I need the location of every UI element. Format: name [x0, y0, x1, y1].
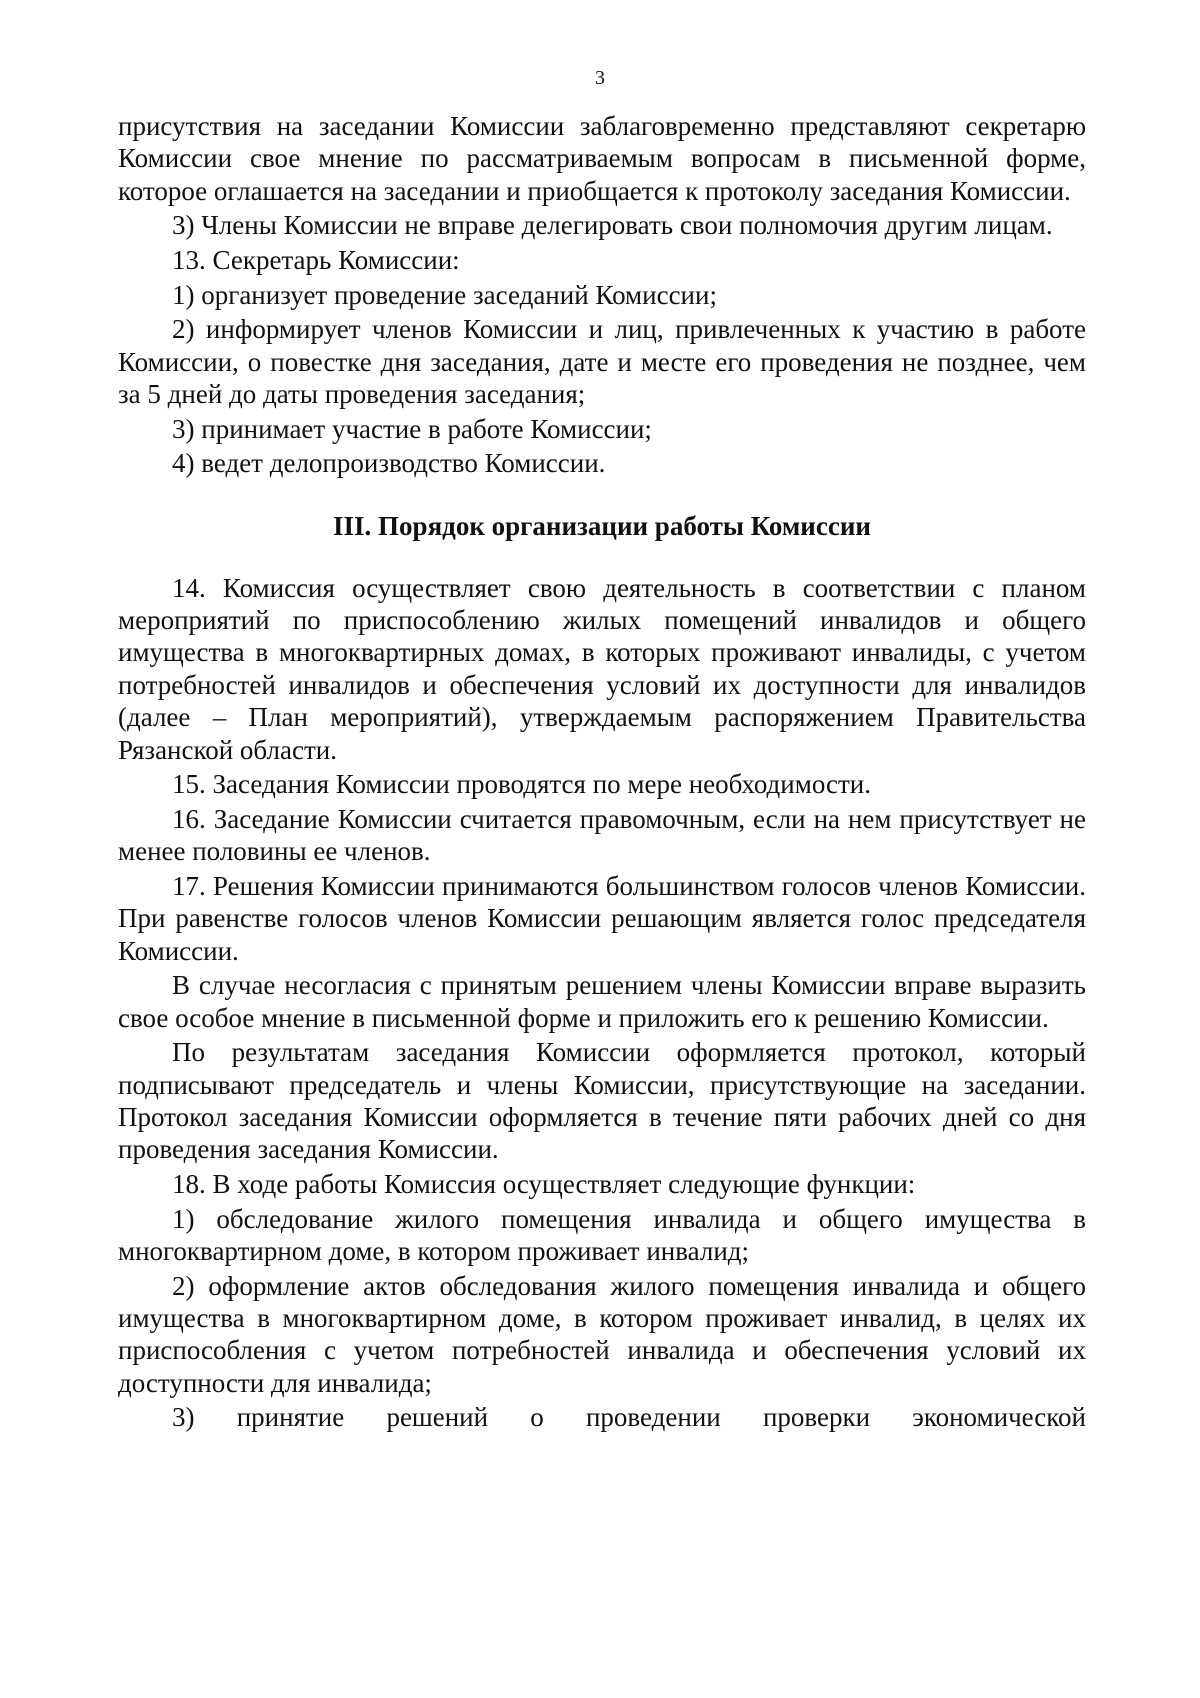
paragraph-17: 17. Решения Комиссии принимаются большинством голосов членов Комиссии. При равенстве голосов членов Комиссии решающим является голос председателя Комиссии. [118, 870, 1086, 966]
paragraph-secretary-item-4: 4) ведет делопроизводство Комиссии. [172, 448, 606, 479]
word: проведении [585, 1402, 721, 1433]
paragraph-secretary-item-2: 2) информирует членов Комиссии и лиц, привлеченных к участию в работе Комиссии, о повестке дня заседания, дате и месте его проведения не позднее, чем за 5 дней до даты проведения заседания; [118, 314, 1086, 409]
paragraph-18-item-1: 1) обследование жилого помещения инвалида и общего имущества в многоквартирном доме, в котором проживает инвалид; [118, 1203, 1086, 1267]
paragraph-17-disagreement: В случае несогласия с принятым решением члены Комиссии вправе выразить свое особое мнение в письменной форме и приложить его к решению Комиссии. [118, 970, 1086, 1033]
paragraph-item-3-delegation: 3) Члены Комиссии не вправе делегировать свои полномочия другим лицам. [172, 210, 1053, 241]
paragraph-secretary-item-1: 1) организует проведение заседаний Комиссии; [172, 279, 717, 310]
page-number: 3 [595, 67, 605, 89]
word: 3) [172, 1402, 195, 1433]
paragraph-18-item-2: 2) оформление актов обследования жилого помещения инвалида и общего имущества в многоквартирном доме, в котором проживает инвалид, в целях их приспособления с учетом потребностей инвалида и обеспечения условий их доступности для инвалида; [118, 1270, 1086, 1398]
paragraph-17-protocol: По результатам заседания Комиссии оформляется протокол, который подписывают председатель и члены Комиссии, присутствующие на заседании. Протокол заседания Комиссии оформляется в течение пяти рабочих дней со дня проведения заседания Комиссии. [118, 1037, 1086, 1165]
paragraph-15: 15. Заседания Комиссии проводятся по мере необходимости. [172, 769, 871, 800]
document-body [118, 110, 1086, 1434]
word: экономической [912, 1402, 1086, 1433]
paragraph-16: 16. Заседание Комиссии считается правомочным, если на нем присутствует не менее половины ее членов. [118, 803, 1086, 867]
paragraph-14: 14. Комиссия осуществляет свою деятельность в соответствии с планом мероприятий по приспособлению жилых помещений инвалидов и общего имущества в многоквартирных домах, в которых проживают инвалиды, с учетом потребностей инвалидов и обеспечения условий их доступности для инвалидов (далее – План мероприятий), утверждаемым распоряжением Правительства Рязанской области. [118, 572, 1086, 765]
paragraph-continuation: присутствия на заседании Комиссии заблаговременно представляют секретарю Комиссии свое мнение по рассматриваемым вопросам в письменной форме, которое оглашается на заседании и приобщается к протоколу заседания Комиссии. [118, 111, 1086, 206]
word: решений [386, 1402, 489, 1433]
paragraph-13-secretary: 13. Секретарь Комиссии: [172, 245, 460, 275]
word: о [530, 1402, 544, 1433]
paragraph-18: 18. В ходе работы Комиссия осуществляет следующие функции: [172, 1169, 916, 1200]
word: принятие [236, 1402, 345, 1433]
word: проверки [762, 1402, 871, 1433]
paragraph-secretary-item-3: 3) принимает участие в работе Комиссии; [172, 413, 652, 444]
paragraph-18-item-3-line [118, 1401, 1086, 1433]
section-heading-iii: III. Порядок организации работы Комиссии [333, 510, 871, 541]
